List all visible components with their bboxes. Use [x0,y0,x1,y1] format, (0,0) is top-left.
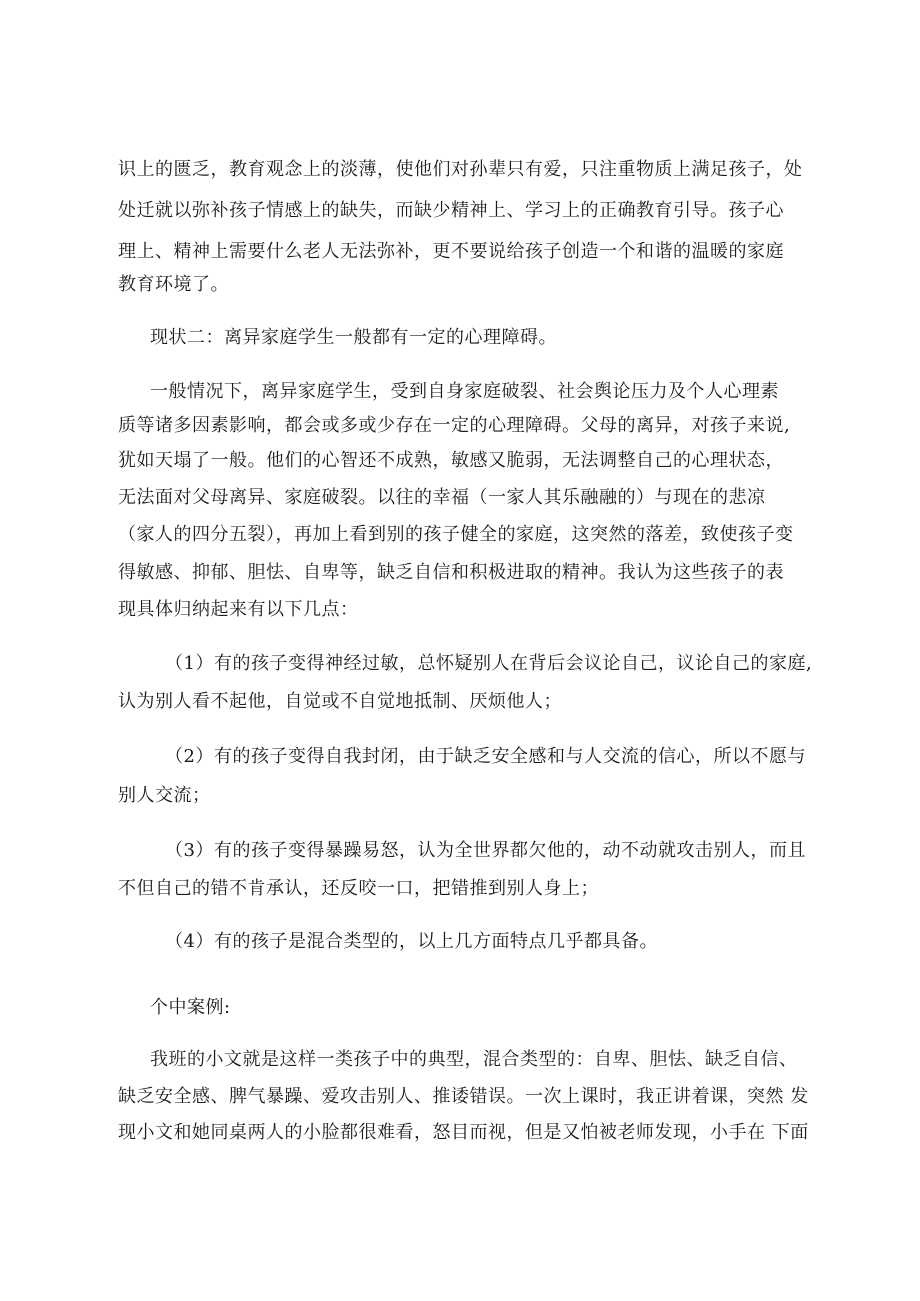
paragraph-line: 一般情况下，离异家庭学生，受到自身家庭破裂、社会舆论压力及个人心理素 [150,381,779,402]
paragraph-line: 质等诸多因素影响，都会或多或少存在一定的心理障碍。父母的离异，对孩子来说, [118,415,791,436]
list-item-line: 不但自己的错不肯承认，还反咬一口，把错推到别人身上； [118,878,599,899]
list-item-line: 别人交流； [118,785,211,806]
list-item-line: （3）有的孩子变得暴躁易怒，认为全世界都欠他的，动不动就攻击别人，而且 [165,840,806,861]
paragraph-line: 我班的小文就是这样一类孩子中的典型，混合类型的：自卑、胆怯、缺乏自信、 [150,1049,798,1070]
list-item-line: （4）有的孩子是混合类型的，以上几方面特点几乎都具备。 [165,931,658,952]
paragraph-line: 教育环境了。 [118,274,229,295]
paragraph-line: 得敏感、抑郁、胆怯、自卑等，缺乏自信和积极进取的精神。我认为这些孩子的表 [118,562,784,583]
paragraph-line: 识上的匮乏，教育观念上的淡薄，使他们对孙辈只有爱，只注重物质上满足孩子，处 [118,159,803,180]
list-item-line: 认为别人看不起他，自觉或不自觉地抵制、厌烦他人； [118,691,562,712]
section-heading: 个中案例: [150,997,231,1018]
paragraph-line: 处迁就以弥补孩子情感上的缺失，而缺少精神上、学习上的正确教育引导。孩子心 [118,200,784,221]
paragraph-line: （家人的四分五裂），再加上看到别的孩子健全的家庭，这突然的落差，致使孩子变 [118,524,794,545]
paragraph-line: 现小文和她同桌两人的小脸都很难看，怒目而视，但是又怕被老师发现，小手在 下面 [118,1122,809,1143]
paragraph-line: 缺乏安全感、脾气暴躁、爱攻击别人、推诿错误。一次上课时，我正讲着课，突然 发 [118,1086,809,1107]
paragraph-line: 犹如天塌了一般。他们的心智还不成熟，敏感又脆弱，无法调整自己的心理状态， [118,450,784,471]
list-item-line: （1）有的孩子变得神经过敏，总怀疑别人在背后会议论自己，议论自己的家庭, [165,653,813,674]
paragraph-line: 无法面对父母离异、家庭破裂。以往的幸福（一家人其乐融融的）与现在的悲凉 [118,487,766,508]
list-item-line: （2）有的孩子变得自我封闭，由于缺乏安全感和与人交流的信心，所以不愿与 [165,746,806,767]
paragraph-line: 理上、精神上需要什么老人无法弥补，更不要说给孩子创造一个和谐的温暖的家庭 [118,241,784,262]
section-heading: 现状二：离异家庭学生一般都有一定的心理障碍。 [150,327,557,348]
paragraph-line: 现具体归纳起来有以下几点： [118,599,359,620]
